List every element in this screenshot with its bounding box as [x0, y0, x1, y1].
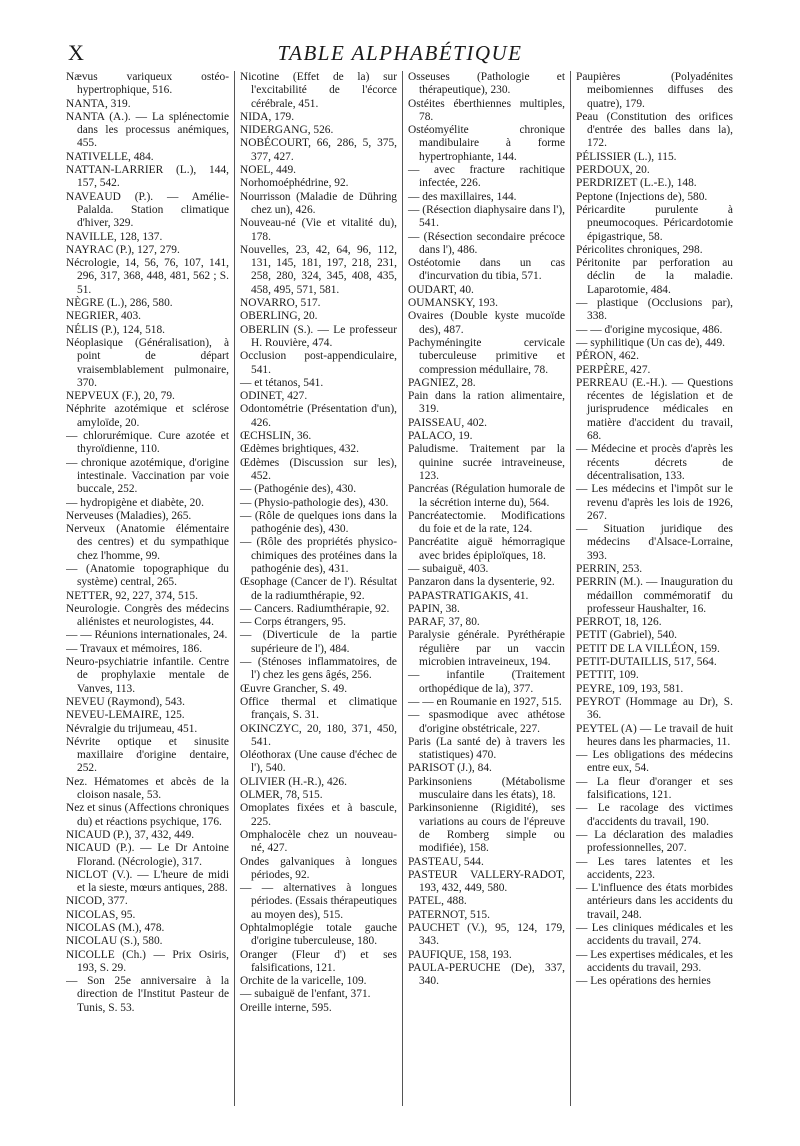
index-entry: PERPÈRE, 427. — [576, 363, 651, 376]
index-entry: — Situation juridique des médecins d'Alsace-Lorraine, 393. — [576, 523, 733, 562]
index-entry: — infantile (Traitement orthopédique de la), 377. — [408, 669, 565, 695]
index-entry: PALACO, 19. — [408, 430, 473, 443]
index-entry: — Les tares latentes et les accidents, 223. — [576, 855, 733, 881]
index-entry: Office thermal et climatique français, S. 31. — [240, 695, 397, 722]
index-entry: Paralysie générale. Pyréthérapie régulière par un vaccin microbien intraveineux, 194. — [408, 629, 565, 669]
index-entry: OBERLIN (S.). — Le professeur H. Rouvière, 474. — [240, 323, 397, 349]
index-entry: Œsophage (Cancer de l'). Résultat de la radiumthérapie, 92. — [240, 576, 397, 602]
index-entry: NICOLLE (Ch.) — Prix Osiris, 193, S. 29. — [66, 948, 229, 974]
index-entry: Oléothorax (Une cause d'échec de l'), 540. — [240, 749, 397, 775]
index-entry: — chronique azotémique, d'origine intestinale. Vaccination par voie buccale, 252. — [66, 456, 229, 496]
index-entry: Néphrite azotémique et sclérose amyloïde, 20. — [66, 403, 229, 429]
index-entry: — Corps étrangers, 95. — [240, 616, 346, 629]
index-entry: PAPASTRATIGAKIS, 41. — [408, 589, 529, 602]
index-entry: NICOLAS (M.), 478. — [66, 922, 165, 934]
index-entry: — — alternatives à longues périodes. (Essais thérapeutiques au moyen des), 515. — [240, 882, 397, 921]
index-entry: PETTIT, 109. — [576, 669, 639, 682]
index-entry: Odontométrie (Présentation d'un), 426. — [240, 403, 397, 429]
index-entry: Orchite de la varicelle, 109. — [240, 975, 367, 988]
index-entry: PARAF, 37, 80. — [408, 616, 480, 629]
index-entry: Paupières (Polyadénites meibomiennes diffuses des quatre), 179. — [576, 71, 733, 110]
index-entry: NÈGRE (L.), 286, 580. — [66, 297, 173, 310]
index-entry: — Les opérations des hernies — [576, 975, 711, 988]
index-entry: Péricolites chroniques, 298. — [576, 243, 703, 256]
index-entry: — (Résection secondaire précoce dans l'), 486. — [408, 230, 565, 256]
index-entry: Panzaron dans la dysenterie, 92. — [408, 576, 555, 589]
index-entry: — L'influence des états morbides antérieurs dans les accidents du travail, 248. — [576, 882, 733, 921]
index-entry: PAPIN, 38. — [408, 602, 460, 615]
index-entry: NANTA, 319. — [66, 97, 131, 110]
index-entry: NATTAN-LARRIER (L.), 144, 157, 542. — [66, 164, 229, 190]
page-title: TABLE ALPHABÉTIQUE — [277, 41, 523, 65]
index-entry: PETIT-DUTAILLIS, 517, 564. — [576, 656, 717, 669]
index-column-2 — [234, 71, 402, 1106]
index-entry: — (Sténoses inflammatoires, de l') chez les gens âgés, 256. — [240, 656, 397, 682]
index-entry: Oranger (Fleur d') et ses falsifications, 121. — [240, 948, 397, 974]
index-entry: — hydropigène et diabète, 20. — [66, 496, 204, 509]
index-entry: Ostéites éberthiennes multiples, 78. — [408, 97, 565, 123]
index-entry: PEYROT (Hommage au Dr), S. 36. — [576, 695, 733, 722]
index-entry: PERDRIZET (L.-E.), 148. — [576, 177, 697, 190]
index-entry: Paris (La santé de) à travers les statistiques) 470. — [408, 735, 565, 762]
index-entry: — subaiguë, 403. — [408, 562, 489, 575]
index-entry: — Le racolage des victimes d'accidents du travail, 190. — [576, 802, 733, 828]
index-entry: Oreille interne, 595. — [240, 1001, 332, 1014]
index-entry: PATERNOT, 515. — [408, 908, 490, 921]
index-entry: — (Diverticule de la partie supérieure de l'), 484. — [240, 629, 397, 655]
index-entry: Pancréatectomie. Modifications du foie et de la rate, 124. — [408, 509, 565, 536]
index-entry: PAUCHET (V.), 95, 124, 179, 343. — [408, 922, 565, 948]
index-entry: PAGNIEZ, 28. — [408, 376, 476, 389]
index-entry: NICOLAU (S.), 580. — [66, 935, 163, 948]
index-entry: Ondes galvaniques à longues périodes, 92. — [240, 855, 397, 881]
index-entry: NAVEAUD (P.). — Amélie-Palalda. Station climatique d'hiver, 329. — [66, 190, 229, 230]
index-entry: Ophtalmoplégie totale gauche d'origine tuberculeuse, 180. — [240, 922, 397, 948]
index-entry: OBERLING, 20. — [240, 310, 318, 323]
index-entry: — — d'origine mycosique, 486. — [576, 323, 723, 336]
index-entry: Nécrologie, 14, 56, 76, 107, 141, 296, 317, 368, 448, 481, 562 ; S. 51. — [66, 257, 229, 296]
index-entry: — Médecine et procès d'après les récents décrets de décentralisation, 133. — [576, 443, 733, 482]
index-entry: — (Physio-pathologie des), 430. — [240, 496, 389, 509]
index-entry: NEPVEUX (F.), 20, 79. — [66, 390, 175, 403]
index-entry: — avec fracture rachitique infectée, 226. — [408, 164, 565, 190]
index-entry: — Les médecins et l'impôt sur le revenu d'après les lois de 1926, 267. — [576, 483, 733, 522]
index-entry: Nez et sinus (Affections chroniques du) et réactions psychique, 176. — [66, 802, 230, 828]
index-entry: Occlusion post-appendiculaire, 541. — [240, 350, 397, 376]
index-entry: Œdèmes (Discussion sur les), 452. — [240, 456, 397, 482]
index-entry: Neurologie. Congrès des médecins aliénistes et neurologistes, 44. — [66, 602, 229, 629]
index-entry: — (Rôle de quelques ions dans la pathogénie des), 430. — [240, 509, 397, 536]
index-entry: Nævus variqueux ostéo-hypertrophique, 516. — [66, 71, 229, 97]
index-entry: — Les obligations des médecins entre eux, 54. — [576, 749, 733, 775]
index-entry: OKINCZYC, 20, 180, 371, 450, 541. — [240, 722, 397, 748]
index-entry: Peau (Constitution des orifices d'entrée des balles dans la), 172. — [576, 110, 733, 150]
index-entry: NICAUD (P.). — Le Dr Antoine Florand. (Nécrologie), 317. — [66, 842, 229, 868]
index-entry: PAUFIQUE, 158, 193. — [408, 948, 512, 961]
index-entry: NANTA (A.). — La splénectomie dans les processus anémiques, 455. — [66, 110, 229, 150]
index-entry: Parkinsoniens (Métabolisme musculaire dans les états), 18. — [408, 775, 565, 802]
index-entry: Nouvelles, 23, 42, 64, 96, 112, 131, 145, 181, 197, 218, 231, 258, 280, 324, 345, 408, 435, 458, 495, 571, 581. — [240, 243, 397, 296]
index-entry: NOVARRO, 517. — [240, 297, 321, 310]
index-entry: NATIVELLE, 484. — [66, 150, 154, 163]
index-entry: — (Anatomie topographique du système) central, 265. — [66, 562, 229, 589]
index-entry: Peptone (Injections de), 580. — [576, 190, 708, 203]
index-entry: — Les cliniques médicales et les accidents du travail, 274. — [576, 922, 733, 948]
index-entry: Ovaires (Double kyste mucoïde des), 487. — [408, 310, 565, 336]
index-entry: NAYRAC (P.), 127, 279. — [66, 243, 180, 256]
index-entry: NIDERGANG, 526. — [240, 124, 334, 137]
index-entry: NICLOT (V.). — L'heure de midi et la sieste, mœurs antiques, 288. — [66, 868, 229, 895]
index-entry: — Travaux et mémoires, 186. — [66, 642, 203, 655]
index-entry: — chlorurémique. Cure azotée et thyroïdienne, 110. — [66, 430, 229, 456]
index-entry: NÉLIS (P.), 124, 518. — [66, 323, 166, 336]
index-entry: Ostéomyélite chronique mandibulaire à forme hypertrophiante, 144. — [408, 124, 565, 163]
index-entry: PERREAU (E.-H.). — Questions récentes de législation et de jurisprudence médicales en matière d'accident du travail, 68. — [576, 376, 733, 443]
index-entry: — (Pathogénie des), 430. — [240, 483, 357, 496]
index-entry: Omoplates fixées et à bascule, 225. — [240, 802, 397, 828]
index-entry: NEVEU-LEMAIRE, 125. — [66, 709, 185, 722]
index-entry: OUDART, 40. — [408, 283, 474, 296]
index-entry: Œuvre Grancher, S. 49. — [240, 682, 348, 695]
index-entry: Pachyméningite cervicale tuberculeuse primitive et compression médullaire, 78. — [408, 336, 565, 376]
index-entry: PAISSEAU, 402. — [408, 416, 488, 429]
index-entry: Péritonite par perforation au déclin de la maladie. Laparotomie, 484. — [576, 257, 733, 296]
index-entry: PERRIN, 253. — [576, 562, 643, 575]
index-entry: Neuro-psychiatrie infantile. Centre de prophylaxie mentale de Vanves, 113. — [66, 656, 229, 695]
index-entry: OLMER, 78, 515. — [240, 789, 323, 802]
index-entry: PERROT, 18, 126. — [576, 616, 662, 629]
index-entry: Névralgie du trijumeau, 451. — [66, 722, 198, 735]
index-entry: PÉLISSIER (L.), 115. — [576, 150, 677, 163]
index-columns — [66, 71, 738, 1106]
index-entry: — Les expertises médicales, et les accidents du travail, 293. — [576, 948, 733, 974]
index-entry: PEYTEL (A) — Le travail de huit heures dans les pharmacies, 11. — [576, 722, 733, 748]
index-entry: PASTEUR VALLERY-RADOT, 193, 432, 449, 580. — [408, 868, 565, 895]
index-entry: PARISOT (J.), 84. — [408, 762, 492, 775]
index-entry: — spasmodique avec athétose d'origine obstétricale, 227. — [408, 709, 565, 735]
index-entry: NICAUD (P.), 37, 432, 449. — [66, 828, 195, 841]
page-header — [68, 38, 732, 72]
index-entry: — plastique (Occlusions par), 338. — [576, 297, 733, 323]
index-entry: PATEL, 488. — [408, 895, 467, 908]
index-entry: — syphilitique (Un cas de), 449. — [576, 336, 726, 349]
index-entry: Omphalocèle chez un nouveau-né, 427. — [240, 828, 397, 855]
index-entry: Nicotine (Effet de la) sur l'excitabilité de l'écorce cérébrale, 451. — [240, 71, 397, 110]
index-entry: Norhomoéphédrine, 92. — [240, 177, 349, 190]
index-entry: Néoplasique (Généralisation), à point de départ vraisemblablement pulmonaire, 370. — [66, 336, 229, 389]
index-entry: Paludisme. Traitement par la quinine sucrée intraveineuse, 123. — [408, 443, 565, 482]
index-entry: — (Rôle des propriétés physico-chimiques des protéines dans la pathogénie des), 431. — [240, 536, 397, 575]
index-entry: NOBÉCOURT, 66, 286, 5, 375, 377, 427. — [240, 137, 397, 163]
page-number: X — [68, 40, 84, 65]
index-column-3 — [402, 71, 570, 1106]
index-entry: NICOD, 377. — [66, 895, 128, 908]
index-entry: Nerveux (Anatomie élémentaire des centres) et du sympathique chez l'homme, 99. — [66, 523, 229, 562]
index-entry: OUMANSKY, 193. — [408, 297, 498, 310]
index-entry: NEVEU (Raymond), 543. — [66, 695, 185, 708]
index-entry: PETIT (Gabriel), 540. — [576, 629, 678, 642]
index-entry: Névrite optique et sinusite maxillaire d'origine dentaire, 252. — [66, 735, 229, 775]
index-entry: — La fleur d'oranger et ses falsifications, 121. — [576, 775, 733, 802]
index-entry: — subaiguë de l'enfant, 371. — [240, 988, 371, 1001]
index-entry: Péricardite purulente à pneumocoques. Péricardotomie épigastrique, 58. — [576, 203, 733, 243]
index-entry: PÉRON, 462. — [576, 350, 639, 363]
index-entry: — Son 25e anniversaire à la direction de l'Institut Pasteur de Tunis, S. 53. — [66, 975, 229, 1014]
index-entry: PERRIN (M.). — Inauguration du médaillon commémoratif du professeur Haushalter, 16. — [576, 576, 733, 615]
index-entry: OLIVIER (H.-R.), 426. — [240, 775, 347, 788]
index-entry: — des maxillaires, 144. — [408, 190, 517, 203]
index-entry: NIDA, 179. — [240, 110, 295, 123]
index-entry: PEYRE, 109, 193, 581. — [576, 682, 684, 695]
index-entry: Osseuses (Pathologie et thérapeutique), 230. — [408, 71, 565, 97]
index-entry: NOEL, 449. — [240, 164, 296, 177]
index-entry: Œdèmes brightiques, 432. — [240, 443, 359, 456]
index-entry: — La déclaration des maladies professionnelles, 207. — [576, 828, 733, 855]
index-entry: NEGRIER, 403. — [66, 310, 141, 323]
index-entry: — — Réunions internationales, 24. — [66, 629, 228, 642]
index-column-4 — [570, 71, 738, 1106]
index-entry: — (Résection diaphysaire dans l'), 541. — [408, 203, 565, 230]
index-column-1 — [66, 71, 234, 1106]
index-entry: PAULA-PERUCHE (De), 337, 340. — [408, 961, 565, 988]
index-entry: PETIT DE LA VILLÉON, 159. — [576, 642, 720, 655]
index-entry: — — en Roumanie en 1927, 515. — [408, 695, 562, 708]
index-entry: — et tétanos, 541. — [240, 376, 324, 389]
index-entry: Nouveau-né (Vie et vitalité du), 178. — [240, 217, 397, 243]
index-entry: Pancréatite aiguë hémorragique avec brides épiploïques, 18. — [408, 536, 565, 562]
index-entry: ŒCHSLIN, 36. — [240, 430, 312, 443]
index-entry: Pancréas (Régulation humorale de la sécrétion interne du), 564. — [408, 483, 565, 509]
index-entry: NETTER, 92, 227, 374, 515. — [66, 589, 198, 602]
index-entry: Nourrisson (Maladie de Dühring chez un), 426. — [240, 190, 397, 216]
index-entry: Ostéotomie dans un cas d'incurvation du tibia, 571. — [408, 257, 565, 283]
index-entry: Nerveuses (Maladies), 265. — [66, 509, 192, 522]
index-entry: ODINET, 427. — [240, 390, 308, 403]
index-entry: PERDOUX, 20. — [576, 164, 650, 177]
index-entry: — Cancers. Radiumthérapie, 92. — [240, 602, 390, 615]
index-entry: PASTEAU, 544. — [408, 855, 484, 868]
index-entry: NAVILLE, 128, 137. — [66, 230, 163, 243]
index-entry: NICOLAS, 95. — [66, 908, 136, 921]
index-entry: Nez. Hématomes et abcès de la cloison nasale, 53. — [66, 775, 229, 802]
index-entry: Parkinsonienne (Rigidité), ses variations au cours de l'épreuve de Romberg simple ou modifiée), 158. — [408, 802, 565, 855]
index-entry: Pain dans la ration alimentaire, 319. — [408, 390, 565, 416]
